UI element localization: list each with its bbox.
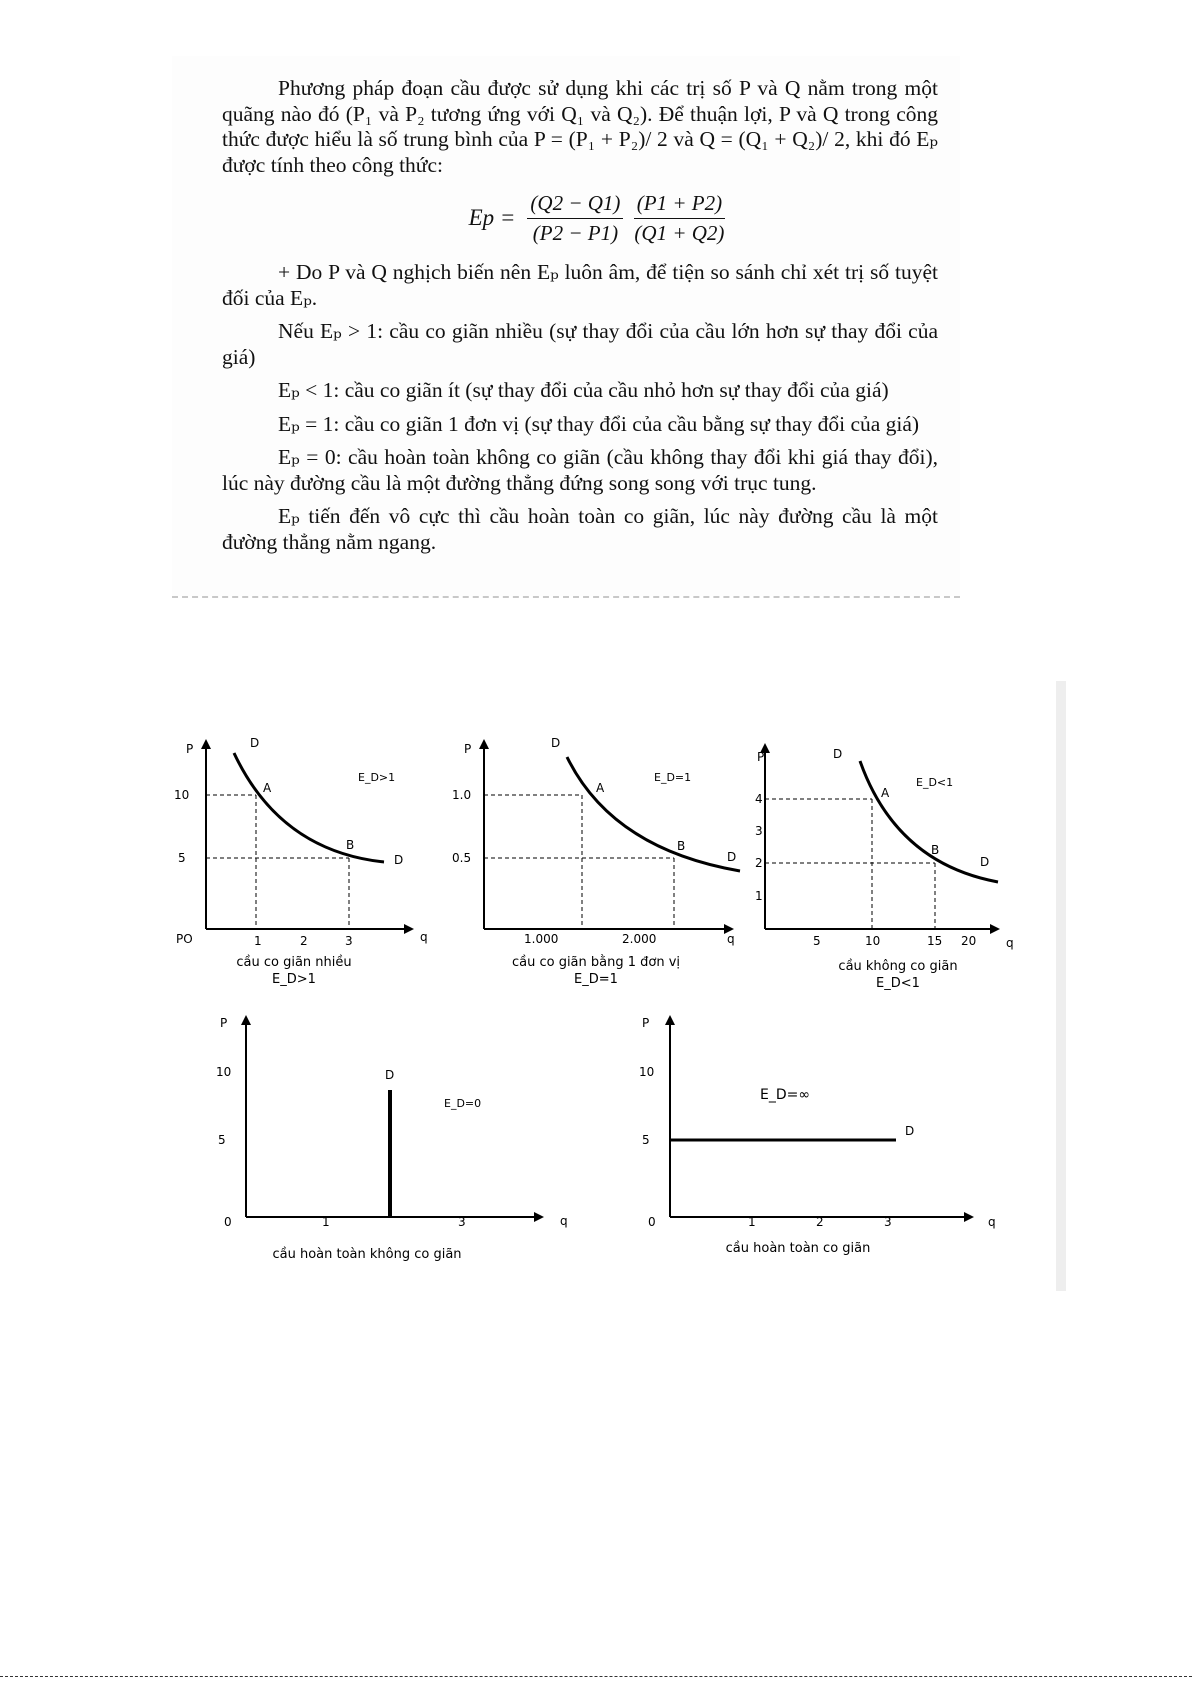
chart2-ytick: 1.0: [452, 788, 472, 802]
chart2-point-label: B: [677, 839, 686, 853]
chart2-x-label: q: [727, 932, 735, 946]
paragraph-intro: Phương pháp đoạn cầu được sử dụng khi các trị số P và Q nằm trong một quãng nào đó (P₁ và P₂ tương ứng với Q₁ và Q₂). Để thuận lợi, P và Q trong công thức được hiểu là số trung bình của P = (P₁ + P₂)/ 2 và Q = (Q₁ + Q₂)/ 2, khi đó Eₚ được tính theo công thức:: [222, 76, 938, 177]
formula-denominator-1: (P2 − P1): [532, 220, 619, 245]
chart4-xtick: 1: [322, 1215, 330, 1229]
chart5-xtick: 1: [748, 1215, 756, 1229]
chart3-curve-label: D: [833, 747, 843, 761]
chart3-y-label: P: [757, 750, 765, 764]
chart3-elasticity-label: E_D<1: [916, 776, 954, 789]
elasticity-figure-svg: [172, 681, 1056, 1291]
chart2-xtick: 2.000: [622, 932, 657, 946]
chart2-ytick: 0.5: [452, 851, 472, 865]
chart1-elasticity-label: E_D>1: [358, 771, 396, 784]
chart1-xtick: 3: [345, 934, 353, 948]
chart3-xtick: 15: [927, 934, 943, 948]
chart5-caption: cầu hoàn toàn co giãn: [725, 1241, 871, 1256]
chart5-xtick: 2: [816, 1215, 824, 1229]
chart4-x-label: q: [560, 1214, 568, 1228]
chart3-curve-label: D: [980, 855, 990, 869]
chart3-ytick: 2: [755, 856, 763, 870]
paragraph-perfectly-elastic: Eₚ tiến đến vô cực thì cầu hoàn toàn co giãn, lúc này đường cầu là một đường thẳng nằm ngang.: [222, 504, 938, 554]
text-bottom-rule: [172, 586, 960, 598]
chart1-curve-label: D: [250, 736, 260, 750]
elasticity-figure: [172, 681, 1056, 1291]
chart3-ytick: 3: [755, 824, 763, 838]
chart2-caption: cầu co giãn bằng 1 đơn vị: [511, 955, 681, 970]
chart3-xtick: 10: [865, 934, 881, 948]
chart2-xtick: 1.000: [524, 932, 559, 946]
chart4-origin: 0: [224, 1215, 232, 1229]
chart3-subcaption: E_D<1: [876, 976, 920, 991]
paragraph-elastic: Nếu Eₚ > 1: cầu co giãn nhiều (sự thay đổi của cầu lớn hơn sự thay đổi của giá): [222, 319, 938, 369]
formula-fraction-1: [527, 191, 623, 246]
chart2-curve-label: D: [727, 850, 737, 864]
chart2-y-label: P: [464, 742, 472, 756]
chart3-xtick: 5: [813, 934, 821, 948]
chart3-caption: cầu không co giãn: [838, 959, 958, 974]
elasticity-formula: [262, 186, 938, 250]
chart-inelastic: [755, 745, 1014, 991]
formula-numerator-2: (P1 + P2): [634, 191, 725, 219]
chart4-y-label: P: [220, 1016, 228, 1030]
chart1-subcaption: E_D>1: [272, 972, 316, 987]
chart1-x-label: q: [420, 930, 428, 944]
paragraph-unit-elastic: Eₚ = 1: cầu co giãn 1 đơn vị (sự thay đổi của cầu bằng sự thay đổi của giá): [278, 411, 920, 436]
chart3-point-label: A: [881, 786, 890, 800]
chart1-point-label: A: [263, 781, 272, 795]
chart4-ytick: 5: [218, 1133, 226, 1147]
chart1-ytick: 10: [174, 788, 190, 802]
chart4-caption: cầu hoàn toàn không co giãn: [272, 1247, 462, 1262]
formula-denominator-2: (Q1 + Q2): [634, 220, 725, 245]
chart1-curve-label: D: [394, 853, 404, 867]
chart2-curve-label: D: [551, 736, 561, 750]
text-section: [172, 56, 960, 596]
chart5-y-label: P: [642, 1016, 650, 1030]
formula-fraction-2: [631, 191, 727, 246]
formula-lhs: Ep =: [468, 205, 516, 230]
paragraph-perfectly-inelastic: Eₚ = 0: cầu hoàn toàn không co giãn (cầu không thay đổi khi giá thay đổi), lúc này đường cầu là một đường thẳng đứng song song với trục tung.: [222, 445, 938, 495]
chart5-ytick: 10: [639, 1065, 655, 1079]
chart2-point-label: A: [596, 781, 605, 795]
chart5-origin: 0: [648, 1215, 656, 1229]
chart1-caption: cầu co giãn nhiều: [236, 955, 352, 970]
page-bottom-rule: [0, 1676, 1192, 1677]
chart3-ytick: 1: [755, 889, 763, 903]
chart1-xtick: 2: [300, 934, 308, 948]
chart5-xtick: 3: [884, 1215, 892, 1229]
chart3-point-label: B: [931, 843, 940, 857]
chart5-ytick: 5: [642, 1133, 650, 1147]
chart-perfectly-elastic: [639, 1016, 996, 1256]
chart1-xtick: 1: [254, 934, 262, 948]
chart-perfectly-inelastic: [216, 1016, 568, 1262]
chart1-y-label: P: [186, 742, 194, 756]
paragraph-sign-note: + Do P và Q nghịch biến nên Eₚ luôn âm, để tiện so sánh chỉ xét trị số tuyệt đối của Eₚ.: [222, 260, 938, 310]
chart1-origin: PO: [176, 932, 193, 946]
chart4-xtick: 3: [458, 1215, 466, 1229]
chart4-elasticity-label: E_D=0: [444, 1097, 482, 1110]
chart1-ytick: 5: [178, 851, 186, 865]
chart3-ytick: 4: [755, 792, 763, 806]
formula-numerator-1: (Q2 − Q1): [527, 191, 623, 219]
chart5-curve-label: D: [905, 1124, 915, 1138]
chart5-elasticity-label: E_D=∞: [760, 1087, 811, 1103]
chart4-ytick: 10: [216, 1065, 232, 1079]
paragraph-inelastic: Eₚ < 1: cầu co giãn ít (sự thay đổi của cầu nhỏ hơn sự thay đổi của giá): [278, 378, 889, 402]
chart-unit-elastic: [452, 736, 740, 987]
chart2-subcaption: E_D=1: [574, 972, 618, 987]
chart1-point-label: B: [346, 838, 355, 852]
chart5-x-label: q: [988, 1215, 996, 1229]
chart4-curve-label: D: [385, 1068, 395, 1082]
figure-right-border: [1056, 681, 1066, 1291]
chart2-elasticity-label: E_D=1: [654, 771, 692, 784]
chart3-x-label: q: [1006, 936, 1014, 950]
chart-elastic: [174, 736, 428, 987]
chart3-xtick: 20: [961, 934, 977, 948]
